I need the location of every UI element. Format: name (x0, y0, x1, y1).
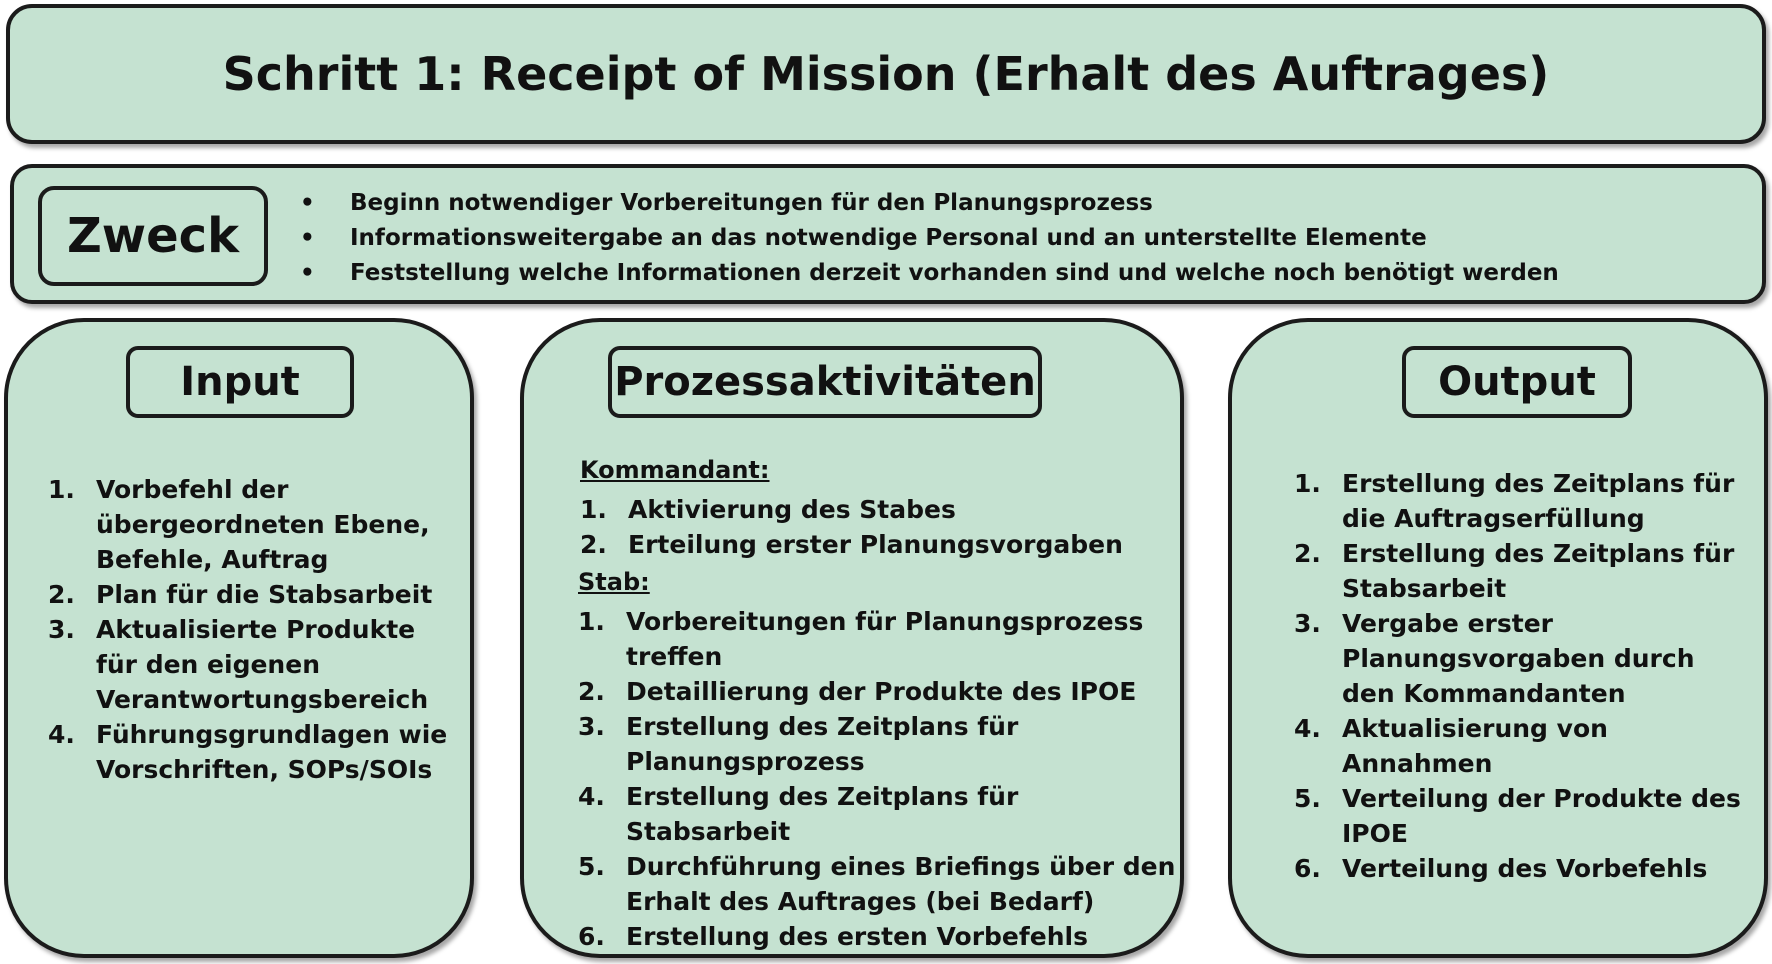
input-title: Input (126, 346, 354, 418)
output-panel (1228, 318, 1768, 958)
item-text: Verteilung der Produkte des IPOE (1342, 784, 1741, 848)
item-text: Erteilung erster Planungsvorgaben (628, 530, 1123, 559)
staff-item (578, 919, 1178, 954)
item-text: Führungsgrundlagen wie Vorschriften, SOPs/SOIs (96, 720, 448, 784)
item-number: 4. (48, 720, 75, 749)
item-text: Vorbefehl der übergeordneten Ebene, Befehle, Auftrag (96, 475, 430, 574)
item-text: Vergabe erster Planungsvorgaben durch den Kommandanten (1342, 609, 1695, 708)
output-item (1294, 711, 1754, 781)
item-text: Detaillierung der Produkte des IPOE (626, 677, 1137, 706)
item-text: Vorbereitungen für Planungsprozess treffen (626, 607, 1144, 671)
staff-item (578, 709, 1178, 779)
item-text: Verteilung des Vorbefehls (1342, 854, 1708, 883)
item-number: 5. (1294, 784, 1321, 813)
item-number: 5. (578, 852, 605, 881)
item-text: Erstellung des ersten Vorbefehls (626, 922, 1088, 951)
item-number: 1. (48, 475, 75, 504)
output-list (1294, 466, 1754, 886)
item-number: 1. (578, 607, 605, 636)
purpose-bullet: • Informationsweitergabe an das notwendige Personal und an unterstellte Elemente (296, 221, 1559, 256)
process-title: Prozessaktivitäten (608, 346, 1042, 418)
item-text: Durchführung eines Briefings über den Erhalt des Auftrages (bei Bedarf) (626, 852, 1176, 916)
item-number: 2. (48, 580, 75, 609)
output-item (1294, 466, 1754, 536)
staff-item (578, 779, 1178, 849)
input-list (48, 472, 458, 787)
input-item (48, 612, 458, 717)
item-number: 3. (1294, 609, 1321, 638)
item-number: 4. (1294, 714, 1321, 743)
staff-heading: Stab: (578, 568, 650, 596)
item-number: 1. (1294, 469, 1321, 498)
commander-item (580, 527, 1170, 562)
item-text: Aktivierung des Stabes (628, 495, 956, 524)
staff-item (578, 604, 1178, 674)
staff-item (578, 849, 1178, 919)
input-panel (4, 318, 474, 958)
commander-item (580, 492, 1170, 527)
process-panel (520, 318, 1184, 958)
purpose-label: Zweck (38, 186, 268, 286)
output-title: Output (1402, 346, 1632, 418)
item-number: 3. (578, 712, 605, 741)
input-item (48, 717, 458, 787)
item-number: 4. (578, 782, 605, 811)
item-number: 2. (1294, 539, 1321, 568)
commander-list (580, 492, 1170, 562)
item-number: 6. (1294, 854, 1321, 883)
output-item (1294, 536, 1754, 606)
item-number: 6. (578, 922, 605, 951)
item-text: Plan für die Stabsarbeit (96, 580, 433, 609)
output-item (1294, 851, 1754, 886)
purpose-box (10, 164, 1766, 304)
title-box (6, 4, 1766, 144)
item-number: 2. (580, 530, 607, 559)
item-text: Erstellung des Zeitplans für Stabsarbeit (1342, 539, 1735, 603)
output-item (1294, 781, 1754, 851)
output-item (1294, 606, 1754, 711)
item-text: Erstellung des Zeitplans für Stabsarbeit (626, 782, 1019, 846)
purpose-bullet: • Beginn notwendiger Vorbereitungen für den Planungsprozess (296, 186, 1559, 221)
item-text: Erstellung des Zeitplans für Planungsprozess (626, 712, 1019, 776)
purpose-list (296, 186, 1559, 291)
staff-list (578, 604, 1178, 954)
commander-heading: Kommandant: (580, 456, 770, 484)
item-number: 3. (48, 615, 75, 644)
purpose-bullet: • Feststellung welche Informationen derzeit vorhanden sind und welche noch benötigt werden (296, 256, 1559, 291)
item-number: 2. (578, 677, 605, 706)
input-item (48, 577, 458, 612)
item-text: Aktualisierung von Annahmen (1342, 714, 1608, 778)
staff-item (578, 674, 1178, 709)
item-text: Erstellung des Zeitplans für die Auftragserfüllung (1342, 469, 1735, 533)
item-text: Aktualisierte Produkte für den eigenen Verantwortungsbereich (96, 615, 429, 714)
input-item (48, 472, 458, 577)
diagram-title: Schritt 1: Receipt of Mission (Erhalt des Auftrages) (222, 47, 1550, 101)
item-number: 1. (580, 495, 607, 524)
